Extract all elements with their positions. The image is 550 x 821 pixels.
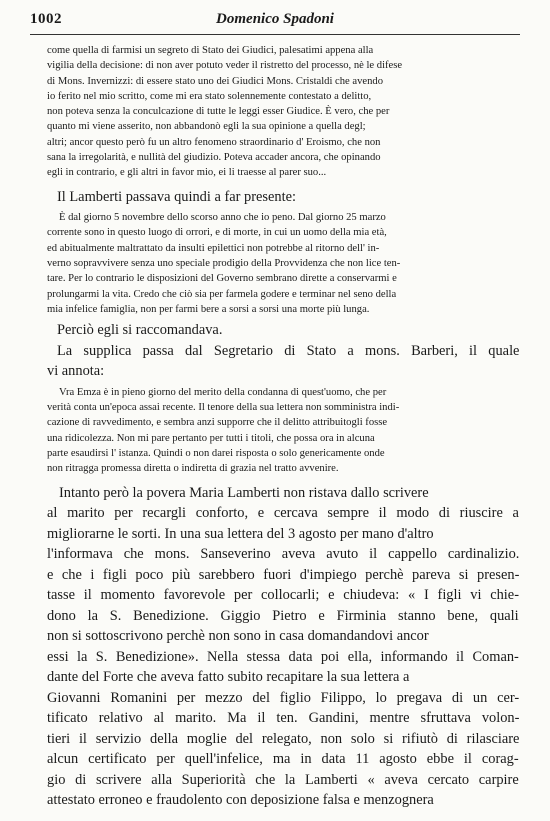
text-line: sana la irregolarità, e nullità del giudizio. Poteva accader ancora, che opinando: [47, 152, 381, 164]
text-line: Intanto però la povera Maria Lamberti non ristava dallo scrivere: [59, 484, 429, 501]
text-line: egli in contrario, e gli altri in favor mio, ei li traesse al parer suo...: [47, 167, 327, 179]
text-line: tasse il momento favorevole per collocarli; e chiudeva: « I figli vi chie-: [47, 587, 519, 604]
paragraph: Perciò egli si raccomandava.: [57, 322, 223, 339]
text-line: parte esaudirsi l' istanza. Quindi o non darei risposta o solo genericamente onde: [47, 447, 385, 459]
text-line: io ferito nel mio scritto, come mi era stato solennemente contestato a delitto,: [47, 90, 372, 102]
text-line: non ritragga promessa diretta o indiretta di grazia nel tratto avvenire.: [47, 463, 339, 475]
text-line: una ridicolezza. Non mi pare pertanto per tutti i titoli, che possa ora in alcuna: [47, 432, 375, 444]
text-line: alcun certificato per quell'infelice, ma in data 11 agosto ebbe il corag-: [47, 751, 519, 768]
paragraph: Il Lamberti passava quindi a far presente:: [57, 188, 296, 205]
text-line: non si sottoscrivono perchè non sono in casa domandandovi ancor: [47, 628, 429, 645]
text-line: al marito per recargli conforto, e cercava sempre il modo di riuscire a: [47, 505, 519, 522]
header-rule: [30, 34, 520, 35]
quote-block-2: [47, 210, 519, 317]
text-line: tare. Per lo contrario le disposizioni del Governo sembrano dirette a conservarmi e: [47, 273, 397, 285]
text-line: tieri il servizio della moglie del relegato, non solo si rifiutò di rilasciare: [47, 730, 519, 747]
text-line: migliorarne le sorti. In una sua lettera del 3 agosto per mano d'altro: [47, 525, 434, 542]
text-line: mia infelice famiglia, non per farmi bere a sorsi a sorsi una morte più lunga.: [47, 303, 370, 315]
text-line: Giovanni Romanini per mezzo del figlio Filippo, lo pregava di un cer-: [47, 689, 519, 706]
text-line: tificato relativo al marito. Ma il ten. Gandini, mentre sfruttava volon-: [47, 710, 519, 727]
page-body: [47, 43, 519, 811]
text-line: altri; ancor questo però fu un altro fenomeno straordinario d' Eroismo, che non: [47, 136, 381, 148]
text-line: come quella di farmisi un segreto di Stato dei Giudici, palesatimi appena alla: [47, 45, 374, 56]
page-header: [0, 0, 550, 30]
text-line: essi la S. Benedizione». Nella stessa data poi ella, informando il Coman-: [47, 648, 519, 665]
text-line: verno sopravvivere senza uno speciale prodigio della Provvidenza che non lice ten-: [47, 258, 401, 270]
text-line: dante del Forte che aveva fatto subito recapitare la sua lettera a: [47, 669, 410, 686]
text-line: di Mons. Invernizzi: di essere stato uno dei Giudici Mons. Cristaldi che avendo: [47, 75, 383, 87]
text-line: prolungarmi la vita. Credo che ciò sia per farmela godere e terminar nel seno della: [47, 288, 397, 300]
text-line: corrente sono in questo luogo di orrori, e di morte, in cui un uomo della mia età,: [47, 227, 387, 239]
paragraph: La supplica passa dal Segretario di Stato a mons. Barberi, il quale: [57, 342, 519, 359]
text-line: attestato erroneo e fraudolento con deposizione falsa e menzognera: [47, 792, 434, 809]
text-line: ed abitualmente maltrattato da insulti epilettici non potrebbe al ritorno dell' in-: [47, 242, 380, 254]
text-line: non poteva senza la conculcazione di tutte le leggi esser Giudice. È vero, che per: [47, 106, 390, 118]
main-paragraph: [47, 483, 519, 811]
text-line: dono la S. Benedizione. Giggio Pietro e Firminia stanno bene, quali: [47, 607, 519, 624]
text-line: gio di scrivere alla Superiorità che la Lamberti « aveva cercato carpire: [47, 771, 519, 788]
text-line: vigilia della decisione: di non aver potuto veder il ristretto del processo, nè le difese: [47, 60, 403, 72]
text-line: verità conta un'epoca assai recente. Il tenore della sua lettera non somministra indi-: [47, 402, 400, 414]
text-line: quanto mi viene asserito, non abbandonò egli la sua opinione a quella degl;: [47, 121, 366, 133]
text-line: È dal giorno 5 novembre dello scorso anno che io peno. Dal giorno 25 marzo: [59, 212, 386, 224]
text-line: e che i figli poco più sarebbero fuori d'impiego perchè pareva si presen-: [47, 566, 519, 583]
page-number: 1002: [30, 11, 62, 27]
quote-block-1: [47, 43, 519, 181]
paragraph: vi annota:: [47, 363, 105, 380]
text-line: cazione di ravvedimento, e sembra anzi supporre che il delitto attribuitogli fosse: [47, 417, 388, 429]
quote-block-3: [47, 385, 519, 477]
text-line: Vra Emza è in pieno giorno del merito della condanna di quest'uomo, che per: [59, 386, 387, 398]
running-head: Domenico Spadoni: [216, 11, 334, 27]
text-line: l'informava che mons. Sanseverino aveva avuto il cappello cardinalizio.: [47, 546, 519, 563]
